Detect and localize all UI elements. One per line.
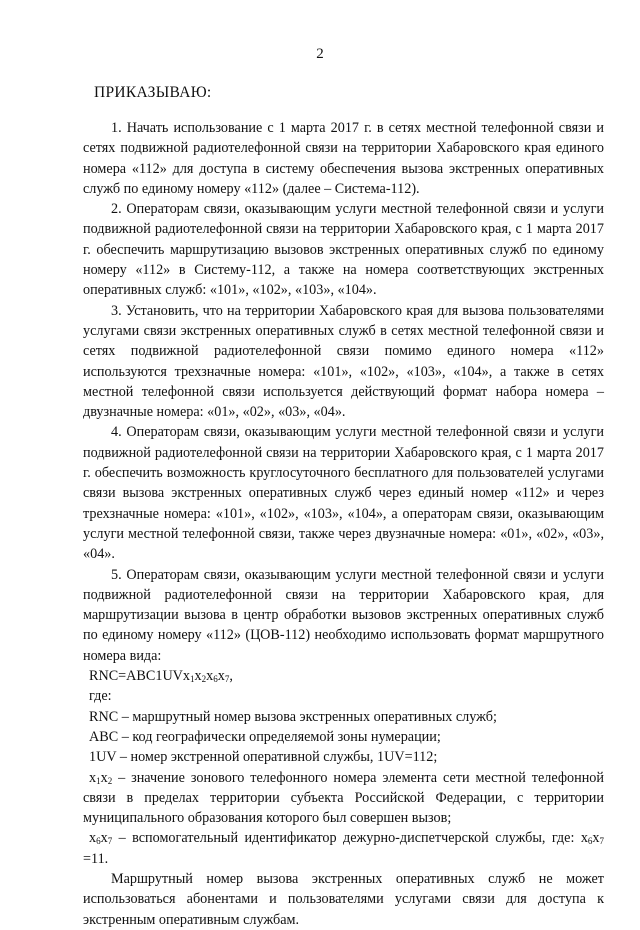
- document-body: [83, 118, 604, 930]
- routing-number-formula: $RNC=ABC1UVx_1x_2x_6x_7$,: [89, 668, 233, 685]
- closing-paragraph: Маршрутный номер вызова экстренных оперативных служб не может использоваться абонентами и пользователями услугами связи для доступа к экстренным оперативным службам.: [83, 870, 604, 928]
- paragraph-2: 2. Операторам связи, оказывающим услуги местной телефонной связи и услуги подвижной радиотелефонной связи на территории Хабаровского края, с 1 марта 2017 г. обеспечить маршрутизацию вызовов экстренных оперативных служб по единому номеру «112» в Систему-112, а также на номера соответствующих экстренных оперативных служб: «101», «102», «103», «104».: [83, 201, 604, 299]
- definition-rnc: RNC – маршрутный номер вызова экстренных оперативных служб;: [89, 708, 497, 725]
- paragraph-5: 5. Операторам связи, оказывающим услуги местной телефонной связи и услуги подвижной радиотелефонной связи на территории Хабаровского края, для маршрутизации вызова в центр обработки вызовов экстренных оперативных служб по единому номеру «112» (ЦОВ-112) необходимо использовать формат маршрутного номера вида:: [83, 566, 604, 664]
- order-heading: ПРИКАЗЫВАЮ:: [94, 84, 212, 101]
- paragraph-1: 1. Начать использование с 1 марта 2017 г. в сетях местной телефонной связи и сетях подвижной радиотелефонной связи на территории Хабаровского края единого номера «112» для доступа в систему обеспечения вызова экстренных оперативных служб по единому номеру «112» (далее – Система-112).: [83, 120, 604, 197]
- definition-1uv: 1UV – номер экстренной оперативной службы, 1UV=112;: [89, 749, 438, 766]
- definition-abc: ABC – код географически определяемой зоны нумерации;: [89, 728, 441, 745]
- page-number: 2: [316, 46, 324, 62]
- paragraph-3: 3. Установить, что на территории Хабаровского края для вызова пользователями услугами связи экстренных оперативных служб в сетях местной телефонной связи и сетях подвижной радиотелефонной связи помимо единого номера «112» используются трехзначные номера: «101», «102», «103», «104», а также в сетях местной телефонной связи используется действующий формат набора номера – двузначные номера: «01», «02», «03», «04».: [83, 302, 604, 421]
- paragraph-4: 4. Операторам связи, оказывающим услуги местной телефонной связи и услуги подвижной радиотелефонной связи на территории Хабаровского края, с 1 марта 2017 г. обеспечить возможность круглосуточного бесплатного для пользователей услугами связи вызова экстренных оперативных служб через единый номер «112» и через трехзначные номера: «101», «102», «103», «104», а операторам связи, оказывающим услуги местной телефонной связи, также через двузначные номера: «01», «02», «03», «04».: [83, 424, 604, 563]
- definition-x1x2: $x_1x_2$ – значение зонового телефонного номера элемента сети местной телефонной связи в пределах территории субъекта Российской Федерации, с территории муниципального образования которого был совершен вызов;: [83, 769, 604, 827]
- where-label: где:: [89, 688, 112, 705]
- definition-x6x7: $x_6x_7$ – вспомогательный идентификатор дежурно-диспетчерской службы, где: $x_6x_7 =11$.: [83, 830, 604, 867]
